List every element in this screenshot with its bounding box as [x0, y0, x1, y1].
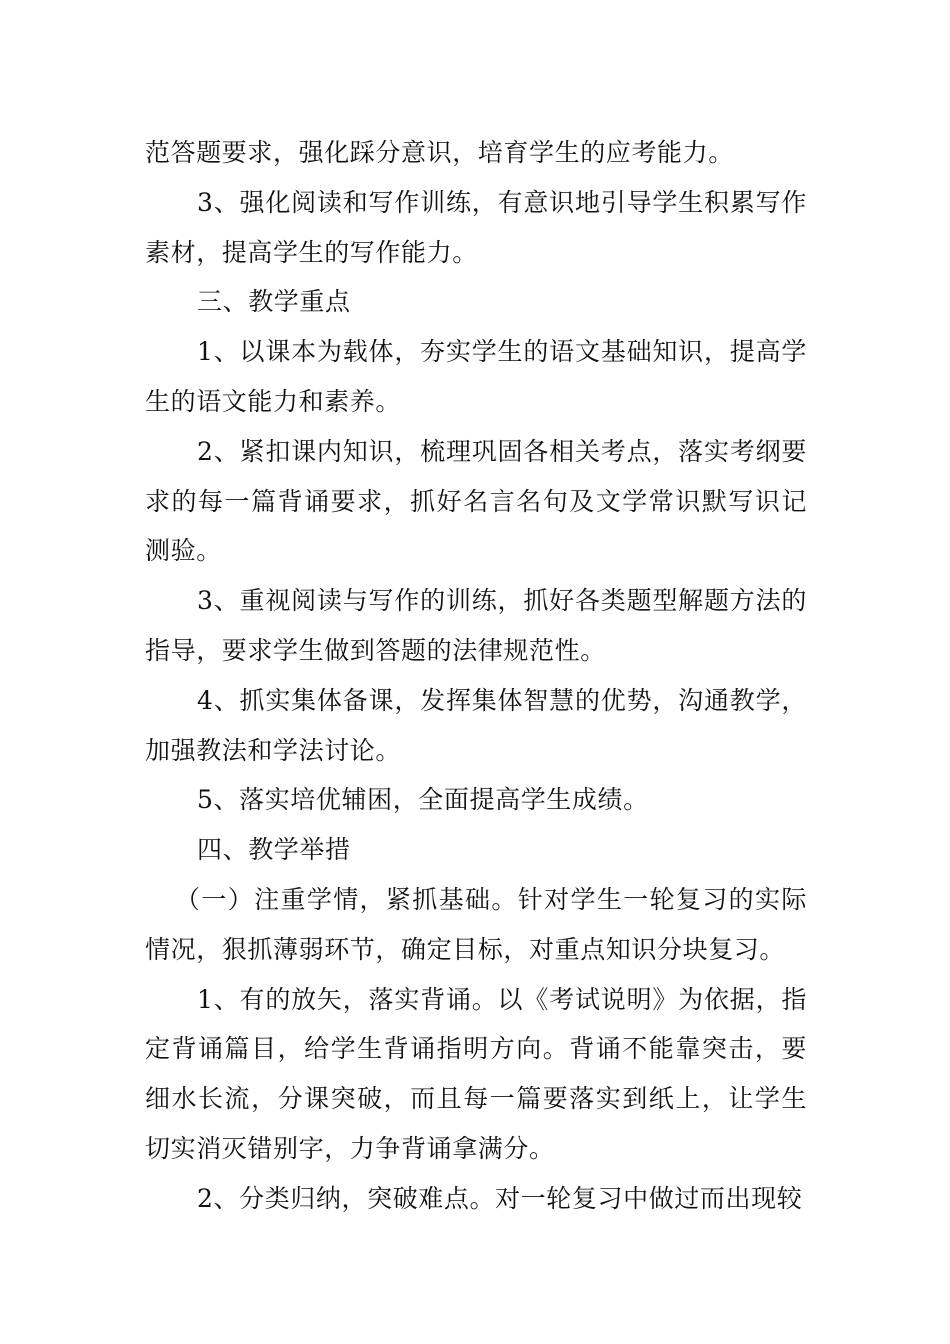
section-heading-teaching-focus: 三、教学重点	[197, 287, 351, 317]
paragraph-8: 5、落实培优辅困，全面提高学生成绩。	[197, 785, 649, 815]
paragraph-12: 2、分类归纳，突破难点。对一轮复习中做过而出现较	[197, 1183, 803, 1213]
paragraph-4: 1、以课本为载体，夯实学生的语文基础知识，提高学生的语文能力和素养。	[145, 337, 807, 416]
paragraph-1: 范答题要求，强化踩分意识，培育学生的应考能力。	[145, 138, 734, 167]
paragraph-2: 3、强化阅读和写作训练，有意识地引导学生积累写作素材，提高学生的写作能力。	[145, 187, 807, 267]
document-page	[145, 128, 807, 1224]
paragraph-11: 1、有的放矢，落实背诵。以《考试说明》为依据，指定背诵篇目，给学生背诵指明方向。背诵不能靠突击，要细水长流，分课突破，而且每一篇要落实到纸上，让学生切实消灭错别字，力争背诵拿满分。	[145, 984, 807, 1163]
paragraph-6: 3、重视阅读与写作的训练，抓好各类题型解题方法的指导，要求学生做到答题的法律规范性。	[145, 586, 807, 665]
paragraph-10: （一）注重学情，紧抓基础。针对学生一轮复习的实际情况，狠抓薄弱环节，确定目标，对重点知识分块复习。	[145, 884, 807, 964]
paragraph-7: 4、抓实集体备课，发挥集体智慧的优势，沟通教学，加强教法和学法讨论。	[145, 685, 807, 765]
section-heading-teaching-measures: 四、教学举措	[197, 835, 351, 865]
paragraph-5: 2、紧扣课内知识，梳理巩固各相关考点，落实考纲要求的每一篇背诵要求，抓好名言名句及文学常识默写识记测验。	[145, 436, 807, 566]
